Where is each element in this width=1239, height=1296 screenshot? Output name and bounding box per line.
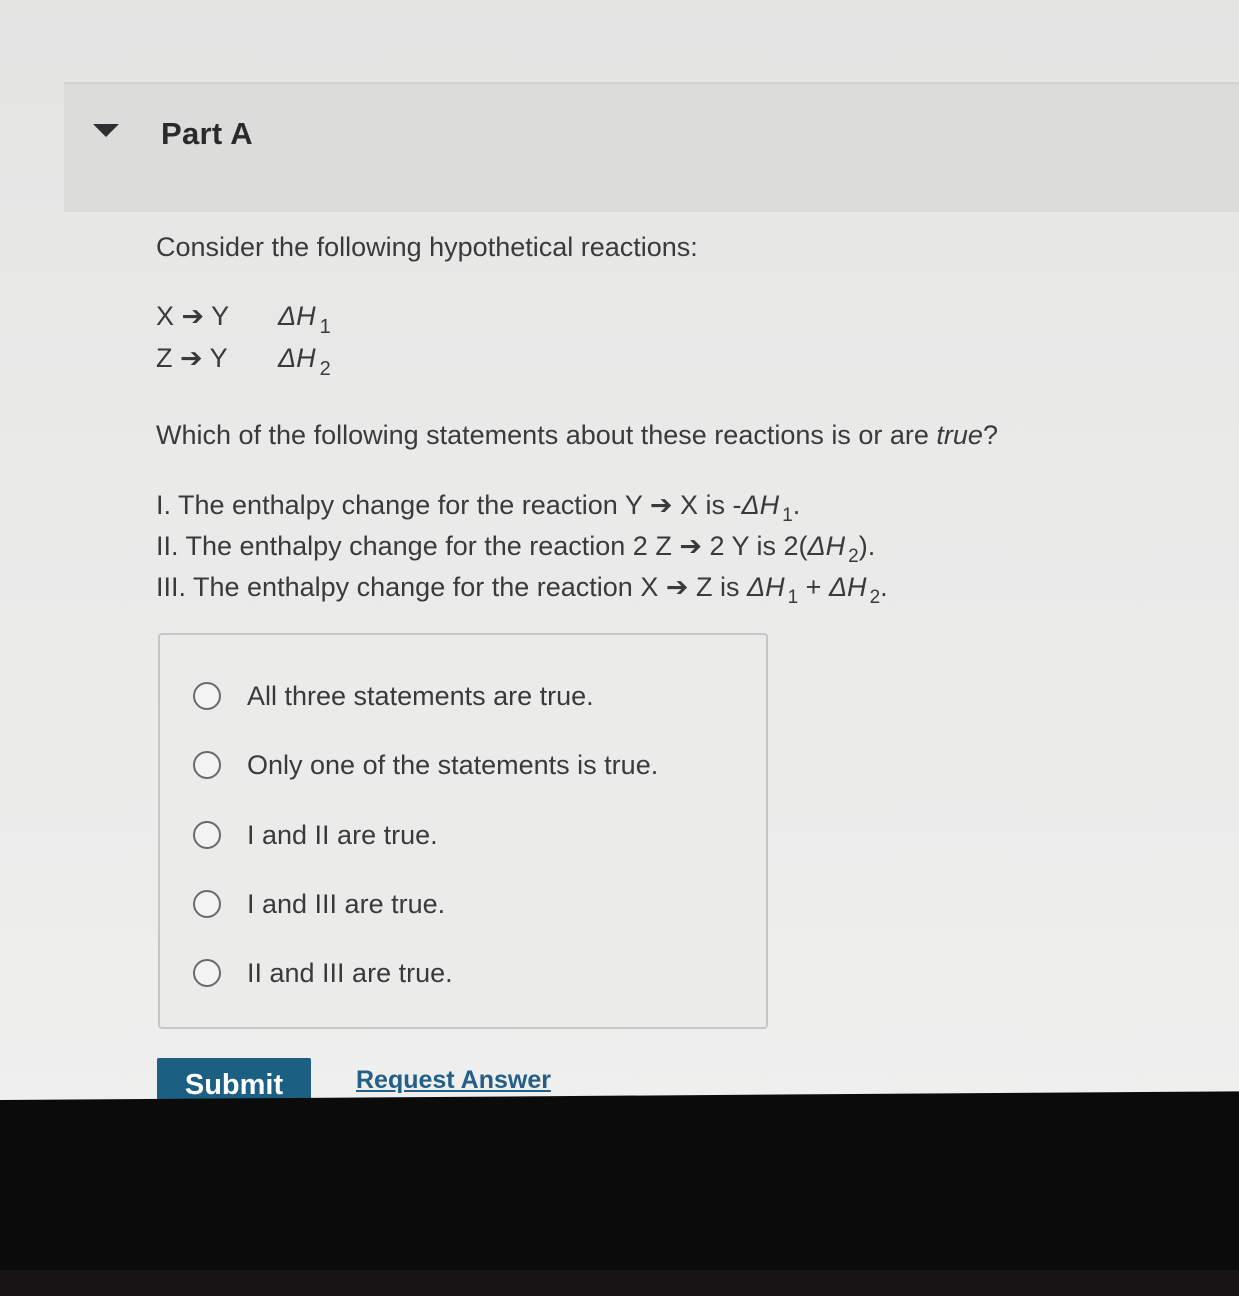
radio-button-icon[interactable] [193,890,221,918]
answer-option[interactable] [193,679,594,713]
statement-3-text: III. The enthalpy change for the reaction X ➔ Z is [156,572,747,602]
statement-1-text: I. The enthalpy change for the reaction Y ➔ X is - [156,490,742,520]
monitor-bezel [0,1091,1239,1296]
answer-option-label[interactable]: All three statements are true. [247,680,594,711]
answer-option-label[interactable]: Only one of the statements is true. [247,749,659,780]
question-prompt [156,420,998,451]
statement-3-sub: 1 [787,587,799,608]
answer-option[interactable] [193,956,453,990]
answer-option-label[interactable]: II and III are true. [247,957,453,988]
prompt-suffix: ? [982,420,998,450]
reaction-1-subscript: 1 [319,316,331,338]
radio-button-icon[interactable] [193,682,221,710]
statement-1-sub: 1 [782,505,793,526]
answer-option[interactable] [193,887,445,921]
request-answer-link[interactable]: Request Answer [356,1066,551,1094]
answer-option[interactable] [193,748,658,782]
reaction-2-equation: Z ➔ Y [156,343,228,373]
part-title: Part A [161,116,253,151]
statement-3-suffix: . [880,572,888,602]
statement-3-dh2: ΔH [828,572,867,602]
reaction-1 [156,301,331,339]
radio-button-icon[interactable] [193,959,221,987]
monitor-bezel-edge [0,1270,1239,1296]
radio-button-icon[interactable] [193,751,221,779]
reaction-2-enthalpy: ΔH [278,343,316,373]
statement-1 [156,490,800,527]
answer-option[interactable] [193,818,438,852]
reaction-2-subscript: 2 [319,358,331,380]
statement-3-dh: ΔH [746,572,785,602]
submit-button[interactable]: Submit [157,1058,311,1110]
answer-option-label[interactable]: I and II are true. [247,819,438,850]
reaction-2 [156,343,331,381]
statement-2-dh: ΔH [807,531,846,561]
answer-option-label[interactable]: I and III are true. [247,888,446,919]
reaction-1-equation: X ➔ Y [156,301,230,331]
statement-3-mid: + [798,572,829,602]
statement-2 [156,531,875,568]
radio-button-icon[interactable] [193,821,221,849]
reaction-1-enthalpy: ΔH [278,301,316,331]
statement-1-dh: ΔH [741,490,780,520]
statement-3 [156,572,888,609]
prompt-prefix: Which of the following statements about these reactions is or are [156,420,937,450]
statement-2-sub: 2 [848,546,859,567]
prompt-emphasis: true [936,420,983,450]
statement-3-sub2: 2 [869,587,881,608]
question-intro: Consider the following hypothetical reactions: [156,232,698,262]
statement-2-suffix: ). [858,531,876,561]
statement-2-text: II. The enthalpy change for the reaction 2 Z ➔ 2 Y is 2( [156,531,808,561]
statement-1-suffix: . [792,490,801,520]
collapse-caret-icon[interactable] [93,124,119,137]
